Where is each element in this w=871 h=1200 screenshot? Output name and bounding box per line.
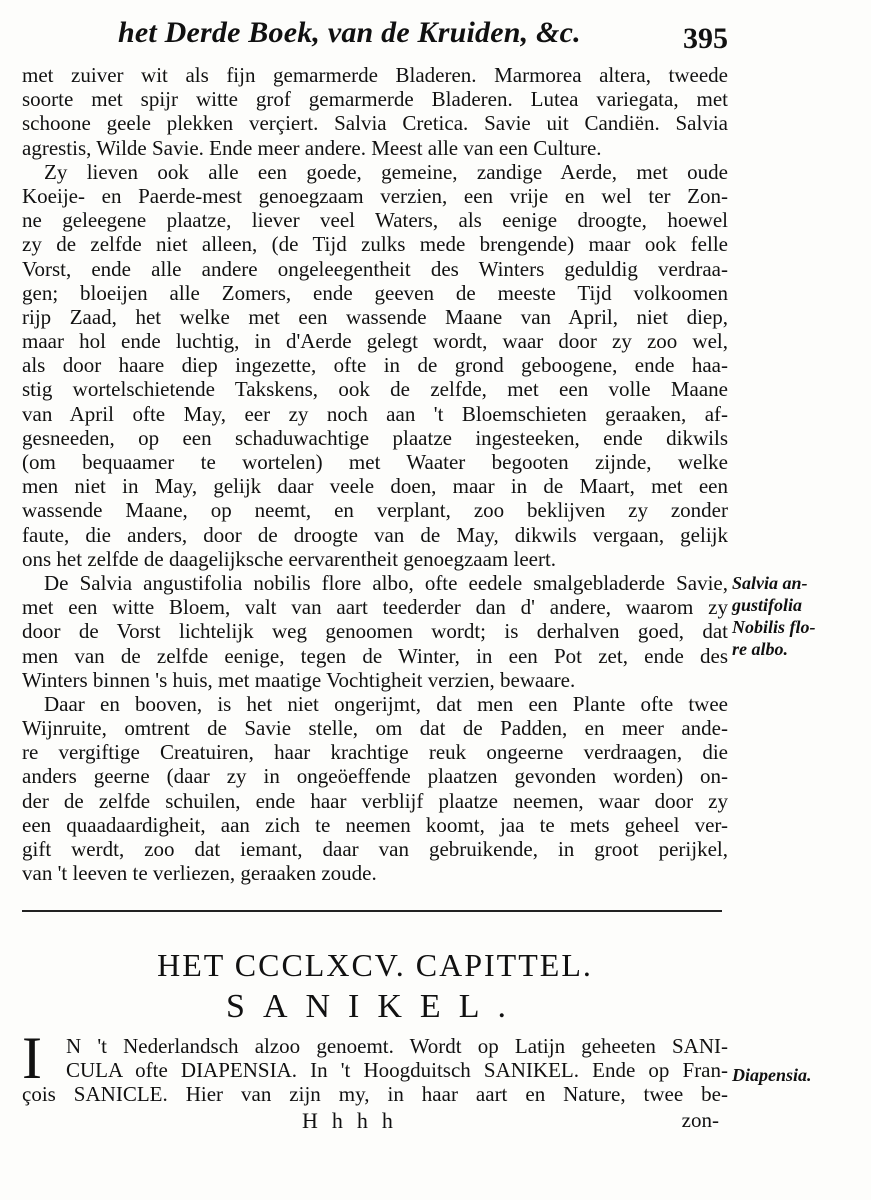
text-line: agrestis, Wilde Savie. Ende meer andere. Meest alle van een Culture. bbox=[22, 135, 602, 160]
text-line: stig wortelschietende Takskens, ook de zelfde, met een volle Maane bbox=[22, 377, 728, 402]
text-line: N 't Nederlandsch alzoo genoemt. Wordt op Latijn geheeten SANI- bbox=[66, 1034, 728, 1058]
text-line: der de zelfde schuilen, ende haar verblijf plaatze neemen, waar door zy bbox=[22, 788, 728, 813]
text-line: schoone geele plekken verçiert. Salvia Cretica. Savie uit Candiën. Salvia bbox=[22, 111, 728, 136]
body-text bbox=[22, 63, 728, 885]
text-line: men niet in May, gelijk daar veele doen, maar in de Maart, met een bbox=[22, 474, 728, 499]
text-line: gesneeden, op een schaduwachtige plaatze ingesteeken, ende dikwils bbox=[22, 425, 728, 450]
margin-note-line: Salvia an- bbox=[732, 573, 808, 593]
text-line: men van de zelfde eenige, tegen de Winter, in een Pot zet, ende des bbox=[22, 643, 728, 668]
drop-cap: I bbox=[22, 1025, 42, 1091]
margin-note-salvia bbox=[732, 572, 871, 660]
text-line: re vergiftige Creatuiren, haar krachtige reuk ongeerne verdraagen, die bbox=[22, 740, 728, 765]
text-line: Wijnruite, omtrent de Savie stelle, om dat de Padden, en meer ande- bbox=[22, 716, 728, 741]
text-line: Vorst, ende alle andere ongeleegentheit des Winters geduldig verdraa- bbox=[22, 256, 728, 281]
text-line: faute, die anders, door de droogte van de May, dikwils vergaan, gelijk bbox=[22, 522, 728, 547]
chapter-name: SANIKEL. bbox=[226, 988, 524, 1025]
catchword: zon- bbox=[681, 1108, 719, 1132]
text-line: çois SANICLE. Hier van zijn my, in haar aart en Nature, twee be- bbox=[22, 1082, 728, 1107]
signature-mark: Hhhh bbox=[302, 1108, 407, 1133]
text-line: van April ofte May, eer zy noch aan 't Bloemschieten geraaken, af- bbox=[22, 401, 728, 426]
text-line: een quaadaardigheit, aan zich te neemen koomt, jaa te mets geheel ver- bbox=[22, 812, 728, 837]
text-line: Winters binnen 's huis, met maatige Vochtigheit verzien, bewaare. bbox=[22, 667, 576, 692]
text-line: anders geerne (daar zy in ongeöeffende plaatzen gevonden worden) on- bbox=[22, 764, 728, 789]
margin-note-line: re albo. bbox=[732, 639, 788, 659]
text-line: gift werdt, zoo dat iemant, daar van gebruikende, in groot perijkel, bbox=[22, 837, 728, 861]
running-head bbox=[118, 14, 728, 58]
margin-note-line: Nobilis flo- bbox=[732, 617, 816, 637]
margin-note-line: gustifolia bbox=[732, 595, 803, 615]
page-number: 395 bbox=[683, 22, 728, 55]
section-rule bbox=[22, 910, 722, 912]
text-line: van 't leeven te verliezen, geraaken zoude. bbox=[22, 861, 377, 886]
text-line: door de Vorst lichtelijk weg genoomen wordt; is derhalven goed, dat bbox=[22, 619, 728, 644]
running-title: het Derde Boek, van de Kruiden, &c. bbox=[118, 16, 581, 49]
text-line: soorte met spijr witte grof gemarmerde Bladeren. Lutea variegata, met bbox=[22, 87, 728, 112]
text-line: ne geleegene plaatze, liever veel Waters, als eenige droogte, hoewel bbox=[22, 208, 728, 233]
text-line: (om bequaamer te wortelen) met Waater begooten zijnde, welke bbox=[22, 450, 728, 474]
text-line: met zuiver wit als fijn gemarmerde Bladeren. Marmorea altera, tweede bbox=[22, 63, 728, 87]
chapter-heading: HET CCCLXCV. CAPITTEL. bbox=[157, 947, 593, 983]
text-line: wassende Maane, op neemt, en verplant, zoo beklijven zy zonder bbox=[22, 498, 728, 523]
text-line: rijp Zaad, het welke met een wassende Maane van April, niet diep, bbox=[22, 304, 728, 329]
text-line: ons het zelfde de daagelijksche eervarentheit genoegzaam leert. bbox=[22, 546, 557, 571]
chapter-text bbox=[22, 1025, 728, 1107]
text-line: Koeije- en Paerde-mest genoegzaam verzien, een vrije en wel ter Zon- bbox=[22, 183, 728, 208]
text-line: maar hol ende luchtig, in d'Aerde gelegt wordt, waar door zy zoo wel, bbox=[22, 329, 728, 354]
text-line: Zy lieven ook alle een goede, gemeine, zandige Aerde, met oude bbox=[44, 159, 728, 184]
text-line: zy de zelfde niet alleen, (de Tijd zulks mede brengende) maar ook felle bbox=[22, 232, 728, 257]
text-line: De Salvia angustifolia nobilis flore albo, ofte eedele smalgebladerde Savie, bbox=[44, 570, 728, 595]
text-line: als door haare diep ingezette, ofte in de grond geboogene, ende haa- bbox=[22, 353, 728, 378]
margin-note-diapensia: Diapensia. bbox=[732, 1065, 812, 1085]
text-line: Daar en booven, is het niet ongerijmt, dat men een Plante ofte twee bbox=[44, 691, 728, 716]
text-line: met een witte Bloem, valt van aart teederder dan d' andere, waarom zy bbox=[22, 595, 728, 620]
text-line: gen; bloeijen alle Zomers, ende geeven de meeste Tijd volkoomen bbox=[22, 280, 728, 305]
text-line: CULA ofte DIAPENSIA. In 't Hoogduitsch SANIKEL. Ende op Fran- bbox=[66, 1058, 728, 1083]
